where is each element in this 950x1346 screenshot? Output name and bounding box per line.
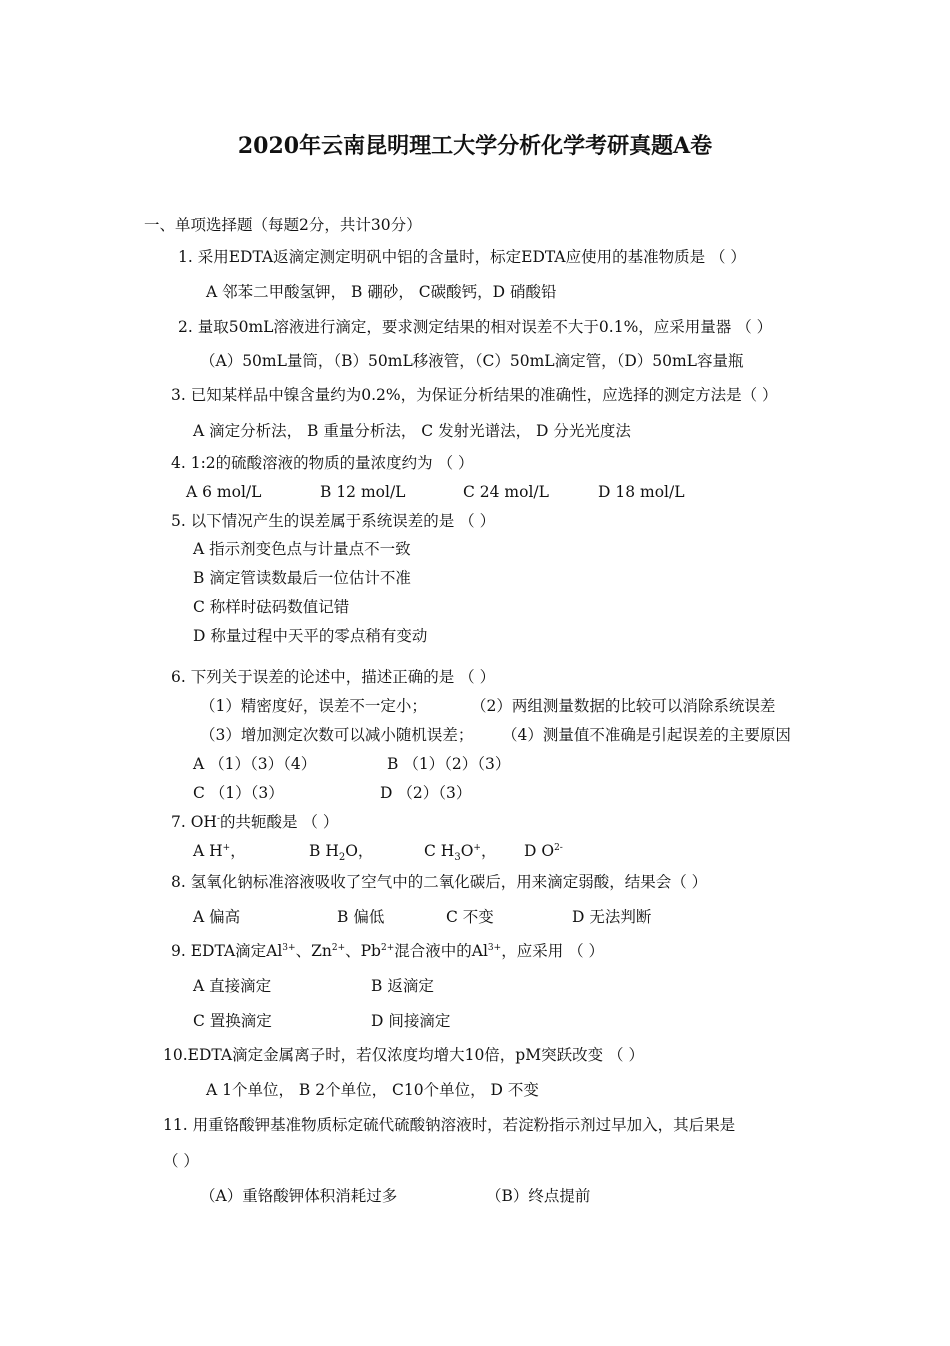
question-6-option-c: C （1）（3） <box>193 784 284 802</box>
question-6-option-d: D （2）（3） <box>380 784 472 802</box>
question-4-option-b: B 12 mol/L <box>320 483 406 501</box>
question-4-option-c: C 24 mol/L <box>463 483 549 501</box>
question-7-option-b: B $H_2O$， <box>309 842 374 864</box>
question-10-stem: 10.EDTA滴定金属离子时，若仅浓度均增大10倍，pM突跃改变 （ ） <box>163 1046 644 1064</box>
question-10-options: A 1个单位， B 2个单位， C10个单位， D 不变 <box>206 1081 539 1099</box>
question-5-option-a: A 指示剂变色点与计量点不一致 <box>193 540 411 558</box>
question-1-stem: 1. 采用EDTA返滴定测定明矾中铝的含量时，标定EDTA应使用的基准物质是 （ ） <box>178 248 746 266</box>
question-11-option-a: （A）重铬酸钾体积消耗过多 <box>200 1187 398 1205</box>
question-3-stem: 3. 已知某样品中镍含量约为0.2%，为保证分析结果的准确性，应选择的测定方法是（ ） <box>171 386 778 404</box>
question-9-option-b: B 返滴定 <box>371 977 434 995</box>
question-9-option-a: A 直接滴定 <box>193 977 272 995</box>
question-5-stem: 5. 以下情况产生的误差属于系统误差的是 （ ） <box>171 512 496 530</box>
question-11-stem: 11. 用重铬酸钾基准物质标定硫代硫酸钠溶液时，若淀粉指示剂过早加入，其后果是 <box>163 1116 736 1134</box>
question-3-options: A 滴定分析法， B 重量分析法， C 发射光谱法， D 分光光度法 <box>193 422 631 440</box>
question-8-option-c: C 不变 <box>446 908 494 926</box>
question-5-option-b: B 滴定管读数最后一位估计不准 <box>193 569 411 587</box>
question-7-stem: 7. OH-的共轭酸是 （ ） <box>171 813 339 831</box>
question-4-stem: 4. 1:2的硫酸溶液的物质的量浓度约为 （ ） <box>171 454 474 472</box>
question-6-stem: 6. 下列关于误差的论述中，描述正确的是 （ ） <box>171 668 496 686</box>
question-7-option-a: A H+， <box>193 842 246 860</box>
question-9-stem: 9. EDTA滴定$Al^{3+}$、$Zn^{2+}$、$Pb^{2+}$混合液中的$Al^{3+}$，应采用 （ ） <box>171 942 605 960</box>
question-8-stem: 8. 氢氧化钠标准溶液吸收了空气中的二氧化碳后，用来滴定弱酸，结果会（ ） <box>171 873 708 891</box>
question-8-option-a: A 偏高 <box>193 908 241 926</box>
question-4-option-d: D 18 mol/L <box>598 483 685 501</box>
question-6-option-a: A （1）（3）（4） <box>193 755 317 773</box>
question-5-option-c: C 称样时砝码数值记错 <box>193 598 350 616</box>
question-1-options: A 邻苯二甲酸氢钾， B 硼砂， C碳酸钙，D 硝酸铅 <box>206 283 557 301</box>
question-6-statement-2: （2）两组测量数据的比较可以消除系统误差 <box>471 697 776 715</box>
question-2-options: （A）50mL量筒，（B）50mL移液管，（C）50mL滴定管，（D）50mL容量瓶 <box>200 352 744 370</box>
question-6-statement-1: （1）精密度好，误差不一定小； <box>200 697 427 715</box>
question-8-option-d: D 无法判断 <box>572 908 652 926</box>
question-6-option-b: B （1）（2）（3） <box>387 755 511 773</box>
question-9-option-c: C 置换滴定 <box>193 1012 272 1030</box>
question-9-option-d: D 间接滴定 <box>371 1012 451 1030</box>
section-heading: 一、单项选择题（每题2分，共计30分） <box>144 216 422 234</box>
question-11-option-b: （B）终点提前 <box>486 1187 591 1205</box>
question-11-paren: （ ） <box>163 1152 199 1170</box>
question-8-option-b: B 偏低 <box>337 908 385 926</box>
question-6-statement-4: （4）测量值不准确是引起误差的主要原因 <box>502 726 791 744</box>
question-6-statement-3: （3）增加测定次数可以减小随机误差； <box>200 726 474 744</box>
question-7-option-d: D $O^{2-}$ <box>524 842 563 860</box>
question-4-option-a: A 6 mol/L <box>186 483 262 501</box>
question-2-stem: 2. 量取50mL溶液进行滴定，要求测定结果的相对误差不大于0.1%，应采用量器 （ ） <box>178 318 773 336</box>
question-5-option-d: D 称量过程中天平的零点稍有变动 <box>193 627 428 645</box>
question-7-option-c: C $H_3O^+$， <box>424 842 497 864</box>
page-title: 2020年云南昆明理工大学分析化学考研真题A卷 <box>237 133 713 159</box>
